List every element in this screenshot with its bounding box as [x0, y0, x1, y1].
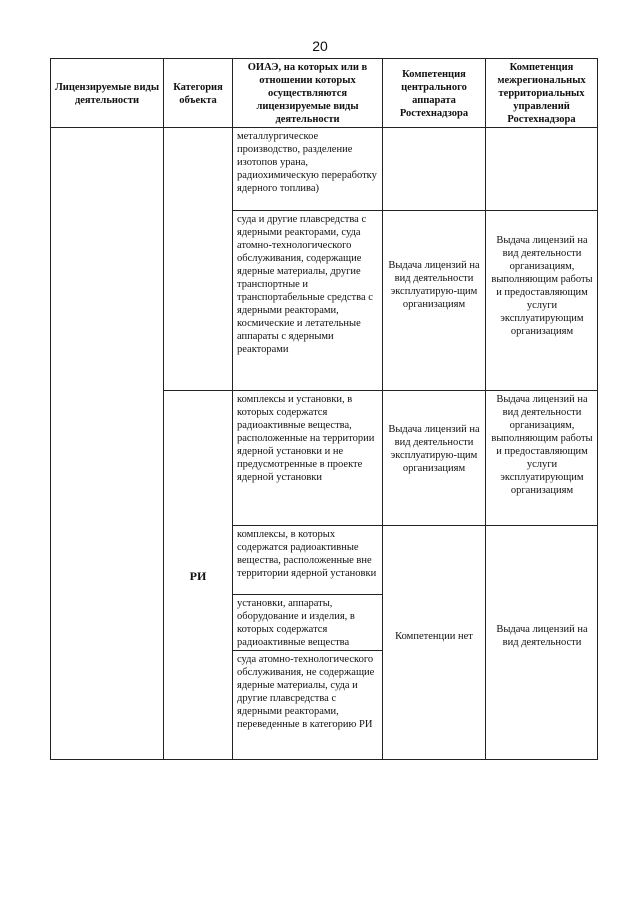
header-licensed-activities: Лицензируемые виды деятельности: [54, 82, 160, 106]
row3-object: комплексы и установки, в которых содержатся радиоактивные вещества, расположенные на территории ядерной установки и не предусмотренные в проекте ядерной установки: [237, 394, 375, 483]
table-border-right: [597, 58, 598, 760]
row3-regional-competence: Выдача лицензий на вид деятельности организациям, выполняющим работы и предоставляющим услуги эксплуатирующим организациям: [491, 394, 593, 496]
header-oiae: ОИАЭ, на которых или в отношении которых осуществляются лицензируемые виды деятельности: [247, 61, 368, 125]
row2-central-competence: Выдача лицензий на вид деятельности эксплуатирую-щим организациям: [388, 260, 480, 310]
row2-object: суда и другие плавсредства с ядерными реакторами, суда атомно-технологического обслуживания, содержащие ядерные материалы, другие транспортные и транспортабельные средства с ядерными реакторами, космические и летательные аппараты с ядерными реакторами: [237, 214, 373, 355]
row5-object: установки, аппараты, оборудование и изделия, в которых содержатся радиоактивные вещества: [237, 598, 355, 648]
header-object-category: Категория объекта: [173, 82, 223, 106]
row3-bottom-line: [232, 525, 598, 526]
row2-bottom-line: [163, 390, 598, 391]
header-regional-competence: Компетенция межрегиональных территориальных управлений Ростехнадзора: [497, 61, 586, 125]
col-divider-1: [163, 58, 164, 760]
header-central-competence: Компетенция центрального аппарата Ростехнадзора: [399, 69, 469, 119]
category-ri: РИ: [189, 569, 207, 583]
row6-object: суда атомно-технологического обслуживания, не содержащие ядерные материалы, суда и другие плавсредства с ядерными реакторами, переведенные в категорию РИ: [237, 654, 375, 730]
row1-object: металлургическое производство, разделение изотопов урана, радиохимическую переработку ядерного топлива): [237, 131, 377, 194]
table-border-bottom: [50, 759, 598, 760]
col-divider-4: [485, 58, 486, 760]
row4-bottom-line: [232, 594, 382, 595]
col-divider-3: [382, 58, 383, 760]
row4-object: комплексы, в которых содержатся радиоактивные вещества, расположенные вне территории ядерной установки: [237, 529, 377, 579]
row3-central-competence: Выдача лицензий на вид деятельности эксплуатирую-щим организациям: [388, 424, 480, 474]
rows4-6-regional-competence: Выдача лицензий на вид деятельности: [496, 624, 588, 648]
row2-regional-competence: Выдача лицензий на вид деятельности организациям, выполняющим работы и предоставляющим услуги эксплуатирующим организациям: [491, 235, 593, 337]
licensing-table: [50, 58, 598, 760]
header-bottom-line: [50, 127, 598, 128]
page-number: 20: [312, 38, 328, 54]
row5-bottom-line: [232, 650, 382, 651]
rows4-6-central-competence: Компетенции нет: [395, 631, 473, 642]
table-border-left: [50, 58, 51, 760]
row1-bottom-line: [232, 210, 598, 211]
